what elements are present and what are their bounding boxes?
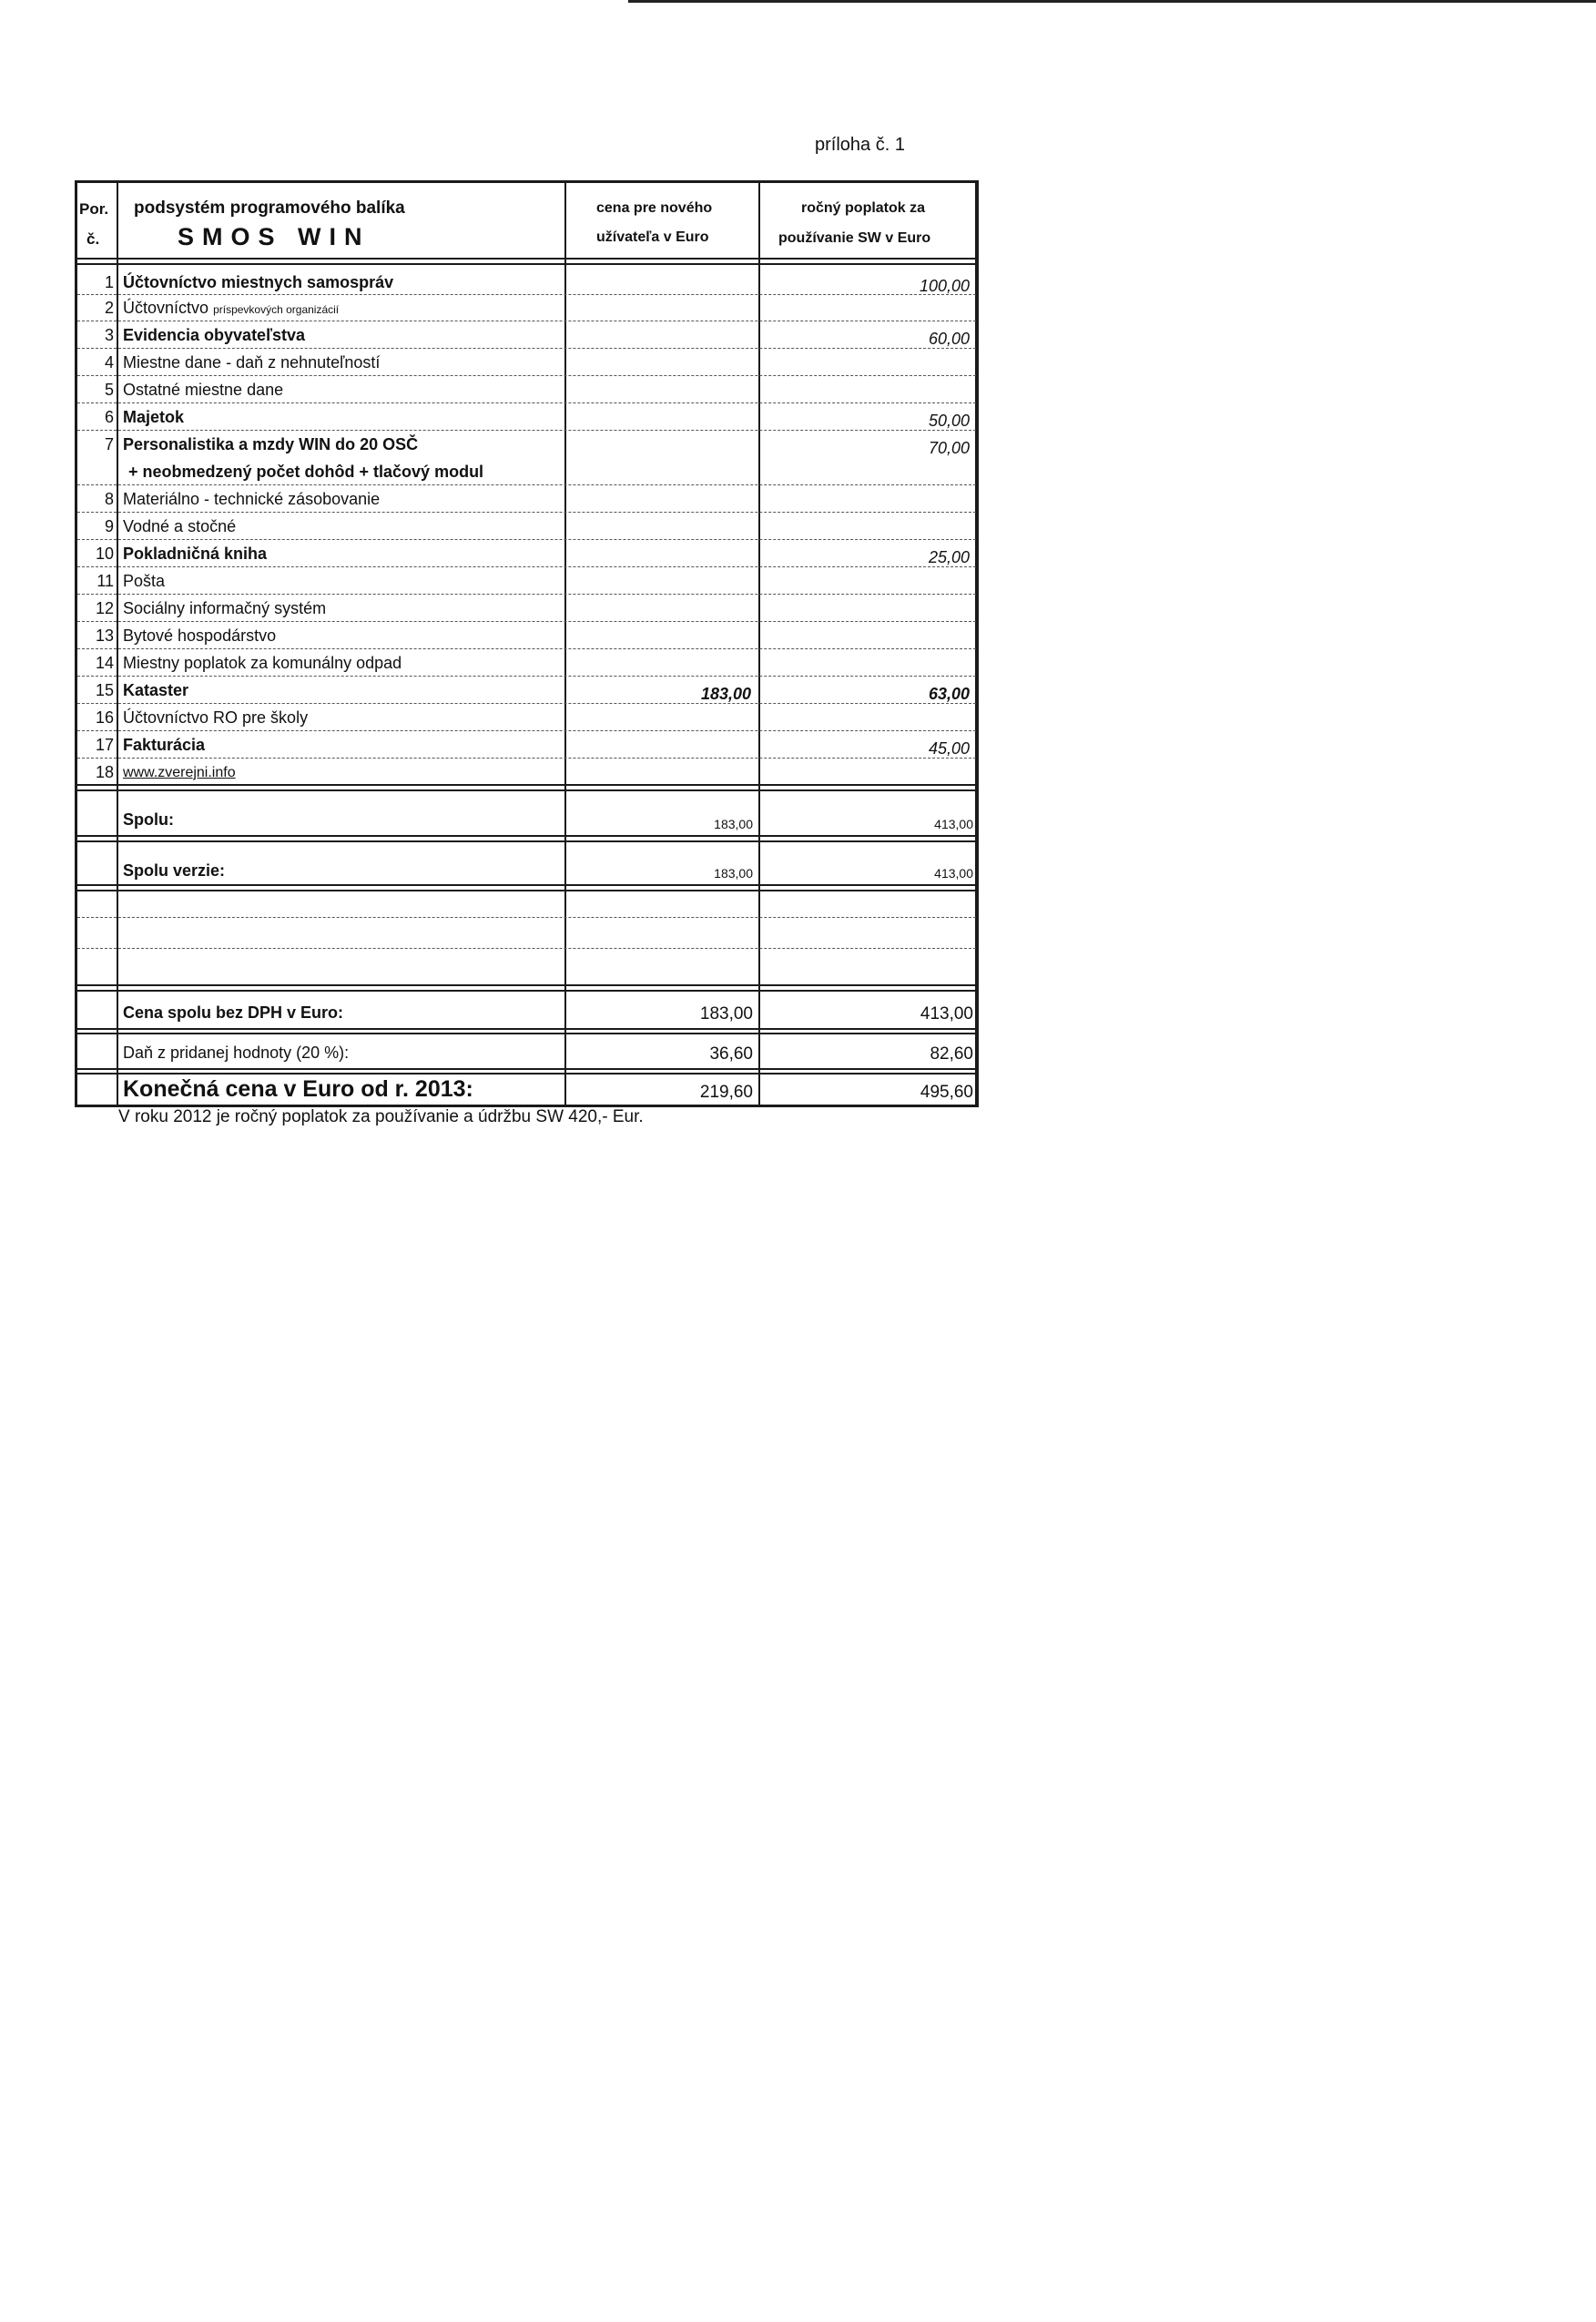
row-name: Materiálno - technické zásobovanie bbox=[123, 490, 381, 508]
row-fee: 50,00 bbox=[928, 412, 970, 430]
net-total-label: Cena spolu bez DPH v Euro: bbox=[123, 1003, 344, 1022]
header-price-line2: užívateľa v Euro bbox=[596, 229, 709, 245]
row-divider bbox=[77, 402, 976, 403]
final-total-price: 219,60 bbox=[699, 1083, 753, 1102]
row-name bbox=[123, 300, 339, 316]
top-edge-line bbox=[628, 0, 1596, 3]
sum-label: Spolu: bbox=[123, 810, 174, 829]
row-number: 9 bbox=[104, 517, 114, 535]
vat-price: 36,60 bbox=[709, 1044, 753, 1064]
row-divider bbox=[77, 648, 976, 649]
price-table bbox=[75, 180, 979, 1107]
row-fee: 60,00 bbox=[928, 330, 970, 348]
header-no-line1: Por. bbox=[79, 200, 109, 218]
row-number: 17 bbox=[95, 736, 114, 754]
sum-rule bbox=[77, 835, 976, 837]
row-name: Miestny poplatok za komunálny odpad bbox=[123, 654, 402, 672]
row-name: Účtovníctvo RO pre školy bbox=[123, 708, 309, 727]
sum-price: 183,00 bbox=[714, 817, 753, 831]
header-fee-line2: používanie SW v Euro bbox=[778, 230, 931, 246]
row-number: 8 bbox=[104, 490, 114, 508]
row-name: Fakturácia bbox=[123, 736, 206, 754]
row-number: 16 bbox=[95, 708, 114, 727]
empty-rows-end-rule-double bbox=[77, 990, 976, 992]
row-name: Bytové hospodárstvo bbox=[123, 626, 277, 645]
header-no-line2: č. bbox=[86, 230, 100, 248]
row-name: Majetok bbox=[123, 408, 185, 426]
row-divider bbox=[77, 730, 976, 731]
header-price-line1: cena pre nového bbox=[596, 200, 713, 216]
row-name: Účtovníctvo miestnych samospráv bbox=[123, 273, 394, 291]
row-number: 3 bbox=[104, 326, 114, 344]
row-number: 11 bbox=[97, 572, 114, 590]
table-body-end-rule bbox=[77, 784, 976, 786]
row-name: Kataster bbox=[123, 681, 189, 699]
net-total-fee: 413,00 bbox=[920, 1004, 973, 1024]
row-fee: 70,00 bbox=[928, 439, 970, 457]
header-rule-double bbox=[77, 263, 976, 265]
row-number: 13 bbox=[95, 626, 114, 645]
row-fee: 45,00 bbox=[928, 739, 970, 758]
header-fee-line1: ročný poplatok za bbox=[801, 200, 926, 216]
empty-rows-end-rule bbox=[77, 984, 976, 986]
row-name: www.zverejni.info bbox=[123, 765, 236, 780]
row-fee: 63,00 bbox=[928, 685, 970, 703]
row-number: 12 bbox=[95, 599, 114, 617]
sum-fee: 413,00 bbox=[934, 817, 973, 831]
row-name: Ostatné miestne dane bbox=[123, 381, 284, 399]
row-name: Pošta bbox=[123, 572, 166, 590]
versions-rule-double bbox=[77, 890, 976, 891]
versions-sum-price: 183,00 bbox=[714, 866, 753, 881]
row-divider bbox=[77, 348, 976, 349]
row-divider bbox=[77, 512, 976, 513]
row-name: Pokladničná kniha bbox=[123, 545, 268, 563]
row-divider bbox=[77, 758, 976, 759]
row-number: 10 bbox=[95, 545, 114, 563]
row-divider bbox=[77, 294, 976, 295]
row-name: Vodné a stočné bbox=[123, 517, 237, 535]
row-name: Miestne dane - daň z nehnuteľností bbox=[123, 353, 381, 372]
annex-label: príloha č. 1 bbox=[815, 135, 905, 155]
header-rule bbox=[77, 258, 976, 260]
row-name-main: Účtovníctvo bbox=[123, 299, 209, 317]
vat-fee: 82,60 bbox=[930, 1044, 973, 1064]
row-fee: 25,00 bbox=[928, 548, 970, 566]
versions-sum-label: Spolu verzie: bbox=[123, 861, 226, 880]
row-number: 15 bbox=[95, 681, 114, 699]
row-number: 5 bbox=[104, 381, 114, 399]
final-total-fee: 495,60 bbox=[920, 1083, 973, 1102]
net-total-rule-double bbox=[77, 1033, 976, 1034]
sum-rule-double bbox=[77, 840, 976, 842]
vat-rule bbox=[77, 1068, 976, 1070]
vat-rule-double bbox=[77, 1073, 976, 1074]
footnote: V roku 2012 je ročný poplatok za používanie a údržbu SW 420,- Eur. bbox=[118, 1107, 644, 1126]
row-name: Evidencia obyvateľstva bbox=[123, 326, 306, 344]
row-number: 14 bbox=[95, 654, 114, 672]
vat-label: Daň z pridanej hodnoty (20 %): bbox=[123, 1044, 350, 1062]
row-name-small: príspevkových organizácií bbox=[213, 303, 340, 316]
row-name: Personalistika a mzdy WIN do 20 OSČ bbox=[123, 435, 419, 453]
row-divider bbox=[77, 676, 976, 677]
row-divider bbox=[77, 375, 976, 376]
empty-row-divider bbox=[77, 917, 976, 918]
empty-row-divider bbox=[77, 948, 976, 949]
versions-sum-fee: 413,00 bbox=[934, 866, 973, 881]
row-number: 18 bbox=[95, 763, 114, 781]
table-body-end-rule-double bbox=[77, 789, 976, 791]
final-total-label: Konečná cena v Euro od r. 2013: bbox=[123, 1076, 473, 1102]
row-number: 2 bbox=[104, 299, 114, 317]
row-number: 6 bbox=[104, 408, 114, 426]
row-divider bbox=[77, 566, 976, 567]
row-divider bbox=[77, 539, 976, 540]
row-fee: 100,00 bbox=[919, 277, 970, 295]
row-divider bbox=[77, 594, 976, 595]
row-price: 183,00 bbox=[700, 685, 751, 703]
net-total-rule bbox=[77, 1028, 976, 1030]
row-number: 7 bbox=[104, 435, 114, 453]
row-divider bbox=[77, 484, 976, 485]
row-divider bbox=[77, 621, 976, 622]
row-divider bbox=[77, 703, 976, 704]
row-name: Sociálny informačný systém bbox=[123, 599, 327, 617]
row-number: 4 bbox=[104, 353, 114, 372]
row-divider bbox=[77, 430, 976, 431]
row-number: 1 bbox=[104, 273, 114, 291]
header-name-line1: podsystém programového balíka bbox=[134, 199, 405, 218]
net-total-price: 183,00 bbox=[699, 1004, 753, 1024]
versions-rule bbox=[77, 884, 976, 886]
row-name-line2: + neobmedzený počet dohôd + tlačový modul bbox=[128, 463, 484, 481]
header-name-line2: SMOS WIN bbox=[178, 223, 371, 250]
